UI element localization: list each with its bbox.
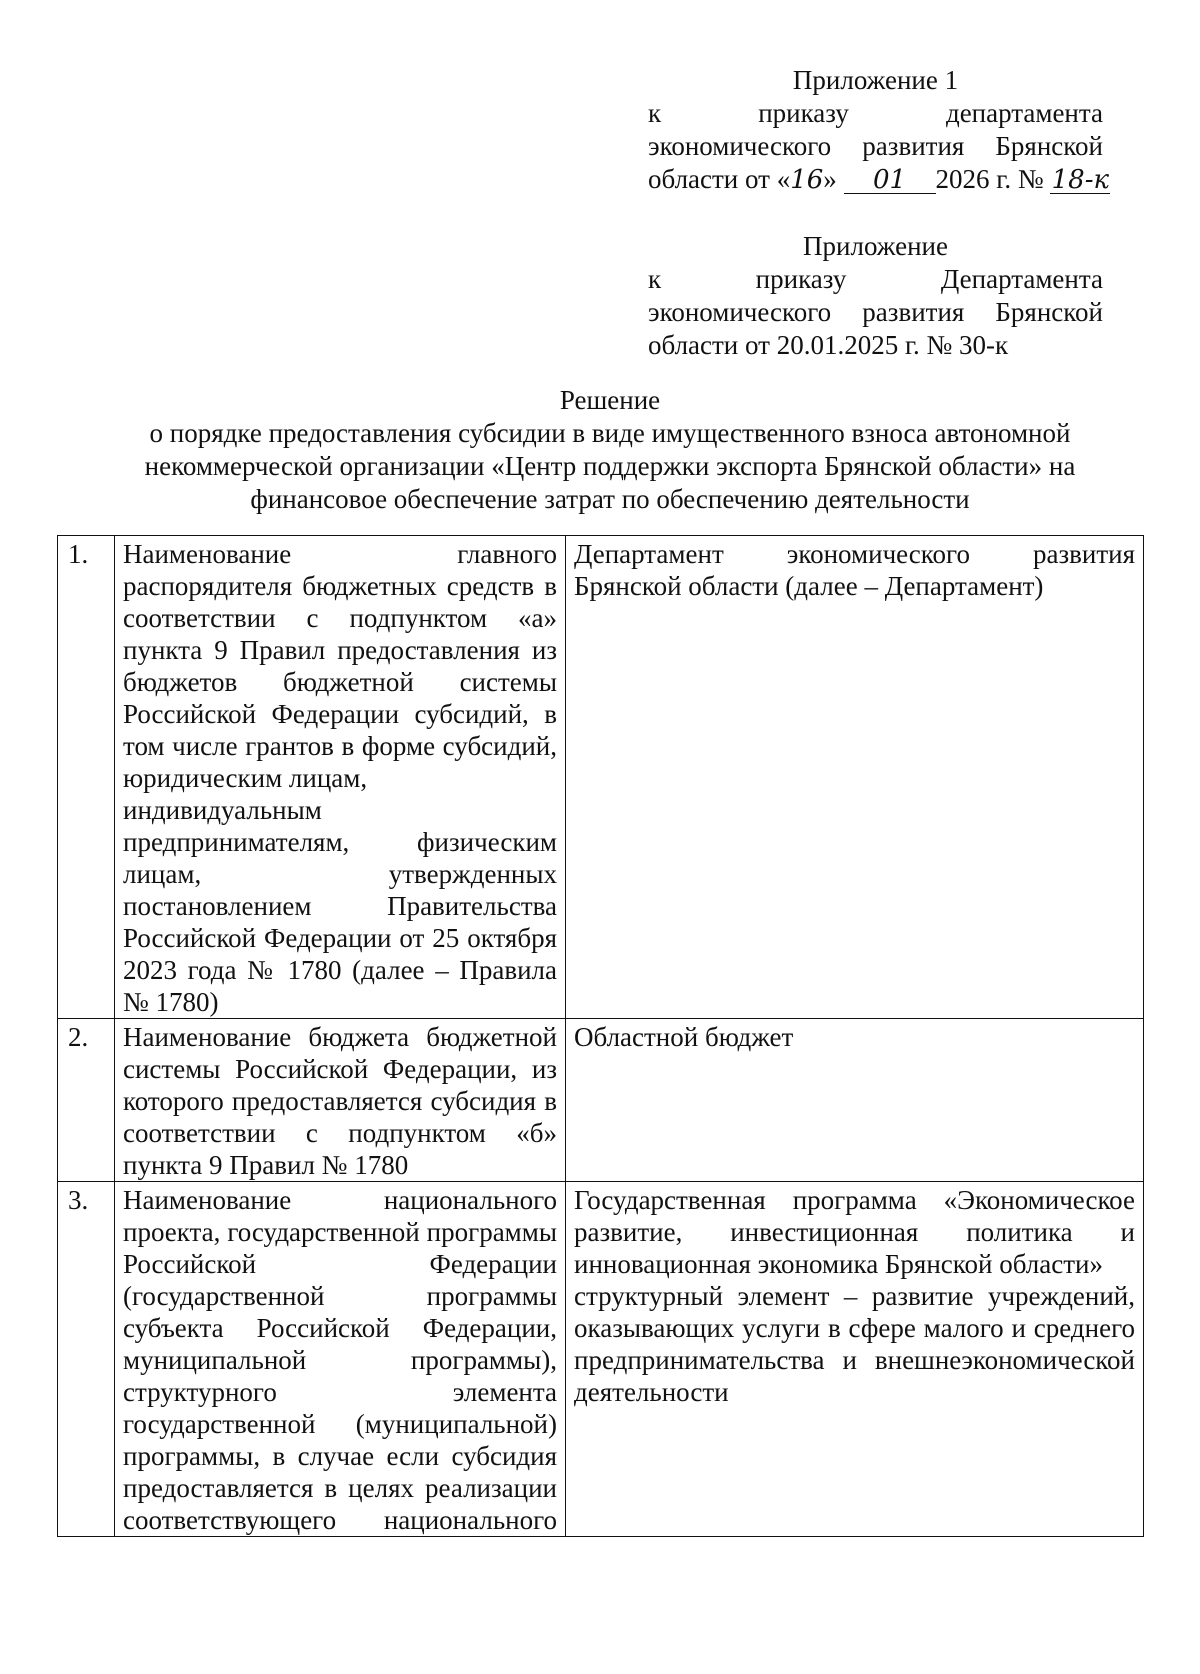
handwritten-month: 01 (873, 165, 907, 195)
appendix-previous-line-1: к приказу Департамента (648, 264, 1103, 294)
decision-line-1: о порядке предоставления субсидии в виде имущественного взноса автономной (149, 418, 1071, 448)
appendix-current-title: Приложение 1 (792, 65, 959, 95)
table-row (58, 536, 1144, 1019)
row-value: Департамент экономического развития Брянской области (далее – Департамент) (566, 536, 1144, 1019)
row-name: Наименование национального проекта, государственной программы Российской Федерации (государственной программы субъекта Российской Федерации, муниципальной программы), структурного элемента государственной (муниципальной) программы, в случае если субсидия предоставляется в целях реализации соответствующего национального (115, 1182, 566, 1537)
appendix-current-block (648, 64, 1110, 197)
row-number: 3. (58, 1182, 115, 1537)
row-name: Наименование бюджета бюджетной системы Российской Федерации, из которого предоставляется субсидия в соответствии с подпунктом «б» пункта 9 Правил № 1780 (115, 1019, 566, 1182)
appendix-current-date-line: области от «16» 01 2026 г. № 18-к (648, 164, 1110, 195)
appendix-previous-block (648, 230, 1103, 362)
row-number: 2. (58, 1019, 115, 1182)
handwritten-day: 16 (790, 165, 824, 195)
row-number: 1. (58, 536, 115, 1019)
appendix-current-line-1: к приказу департамента (648, 98, 1103, 128)
appendix-previous-line-3: области от 20.01.2025 г. № 30-к (648, 330, 1009, 360)
decision-table (57, 535, 1144, 1537)
table-row (58, 1019, 1144, 1182)
number-blank (1050, 166, 1110, 194)
decision-line-2: некоммерческой организации «Центр поддержки экспорта Брянской области» на (144, 451, 1076, 481)
decision-title (110, 384, 1110, 516)
decision-heading: Решение (559, 385, 661, 415)
appendix-previous-title: Приложение (803, 231, 948, 261)
row-value: Областной бюджет (566, 1019, 1144, 1182)
row-value: Государственная программа «Экономическое развитие, инвестиционная политика и инновационная экономика Брянской области» структурный элемент – развитие учреждений, оказывающих услуги в сфере малого и среднего предпринимательства и внешнеэкономической деятельности (566, 1182, 1144, 1537)
month-blank (844, 166, 936, 194)
table-row (58, 1182, 1144, 1537)
decision-line-3: финансовое обеспечение затрат по обеспечению деятельности (250, 484, 970, 514)
appendix-previous-line-2: экономического развития Брянской (648, 297, 1103, 327)
handwritten-number: 18-к (1051, 165, 1110, 195)
row-name: Наименование главного распорядителя бюджетных средств в соответствии с подпунктом «а» пункта 9 Правил предоставления из бюджетов бюджетной системы Российской Федерации субсидий, в том числе грантов в форме субсидий, юридическим лицам, индивидуальным предпринимателям, физическим лицам, утвержденных постановлением Правительства Российской Федерации от 25 октября 2023 года № 1780 (далее – Правила № 1780) (115, 536, 566, 1019)
appendix-current-line-2: экономического развития Брянской (648, 131, 1103, 161)
